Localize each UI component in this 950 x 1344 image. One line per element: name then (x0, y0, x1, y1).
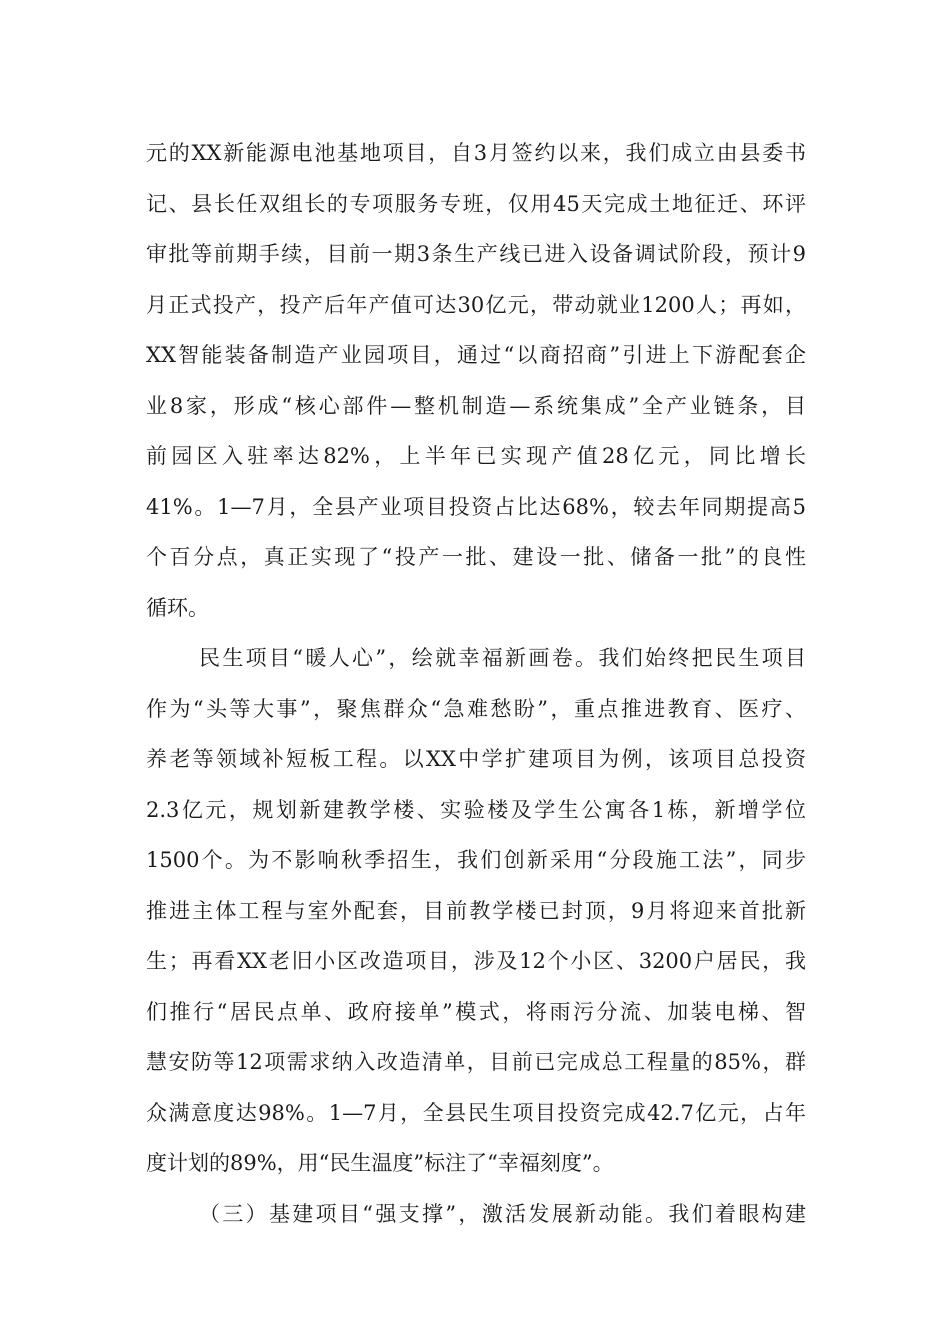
text-line: 2.3亿元，规划新建教学楼、实验楼及学生公寓各1栋，新增学位 (146, 797, 806, 822)
text-line: XX智能装备制造产业园项目，通过“以商招商”引进上下游配套企 (146, 343, 806, 367)
text-line: 记、县长任双组长的专项服务专班，仅用45天完成土地征迁、环评 (146, 191, 806, 216)
text-line: 41%。1—7月，全县产业项目投资占比达68%，较去年同期提高5 (146, 494, 806, 519)
text-line: 养老等领域补短板工程。以XX中学扩建项目为例，该项目总投资 (146, 747, 806, 771)
text-line: 作为“头等大事”，聚焦群众“急难愁盼”，重点推进教育、医疗、 (146, 696, 806, 721)
text-line: 循环。 (146, 595, 209, 620)
text-line: 个百分点，真正实现了“投产一批、建设一批、储备一批”的良性 (146, 545, 806, 569)
paragraph-first-line: 民生项目“暖人心”，绘就幸福新画卷。我们始终把民生项目 (199, 646, 806, 670)
text-line: 们推行“居民点单、政府接单”模式，将雨污分流、加装电梯、智 (146, 999, 806, 1024)
text-line: 月正式投产，投产后年产值可达30亿元，带动就业1200人；再如， (146, 292, 806, 317)
text-line: 众满意度达98%。1—7月，全县民生项目投资完成42.7亿元，占年 (146, 1100, 806, 1125)
text-line: 推进主体工程与室外配套，目前教学楼已封顶，9月将迎来首批新 (146, 898, 806, 923)
section-heading-line: （三）基建项目“强支撑”，激活发展新动能。我们着眼构建 (199, 1201, 806, 1226)
text-line: 度计划的89%，用“民生温度”标注了“幸福刻度”。 (146, 1151, 614, 1175)
text-line: 审批等前期手续，目前一期3条生产线已进入设备调试阶段，预计9 (146, 242, 806, 266)
text-line: 1500个。为不影响秋季招生，我们创新采用“分段施工法”，同步 (146, 848, 806, 872)
text-line: 生；再看XX老旧小区改造项目，涉及12个小区、3200户居民，我 (146, 949, 806, 973)
text-line: 元的XX新能源电池基地项目，自3月签约以来，我们成立由县委书 (146, 141, 806, 165)
text-line: 前园区入驻率达82%，上半年已实现产值28亿元，同比增长 (146, 444, 806, 468)
body-text (146, 128, 806, 1239)
text-line: 业8家，形成“核心部件—整机制造—系统集成”全产业链条，目 (146, 393, 806, 418)
text-line: 慧安防等12项需求纳入改造清单，目前已完成总工程量的85%，群 (146, 1050, 806, 1074)
